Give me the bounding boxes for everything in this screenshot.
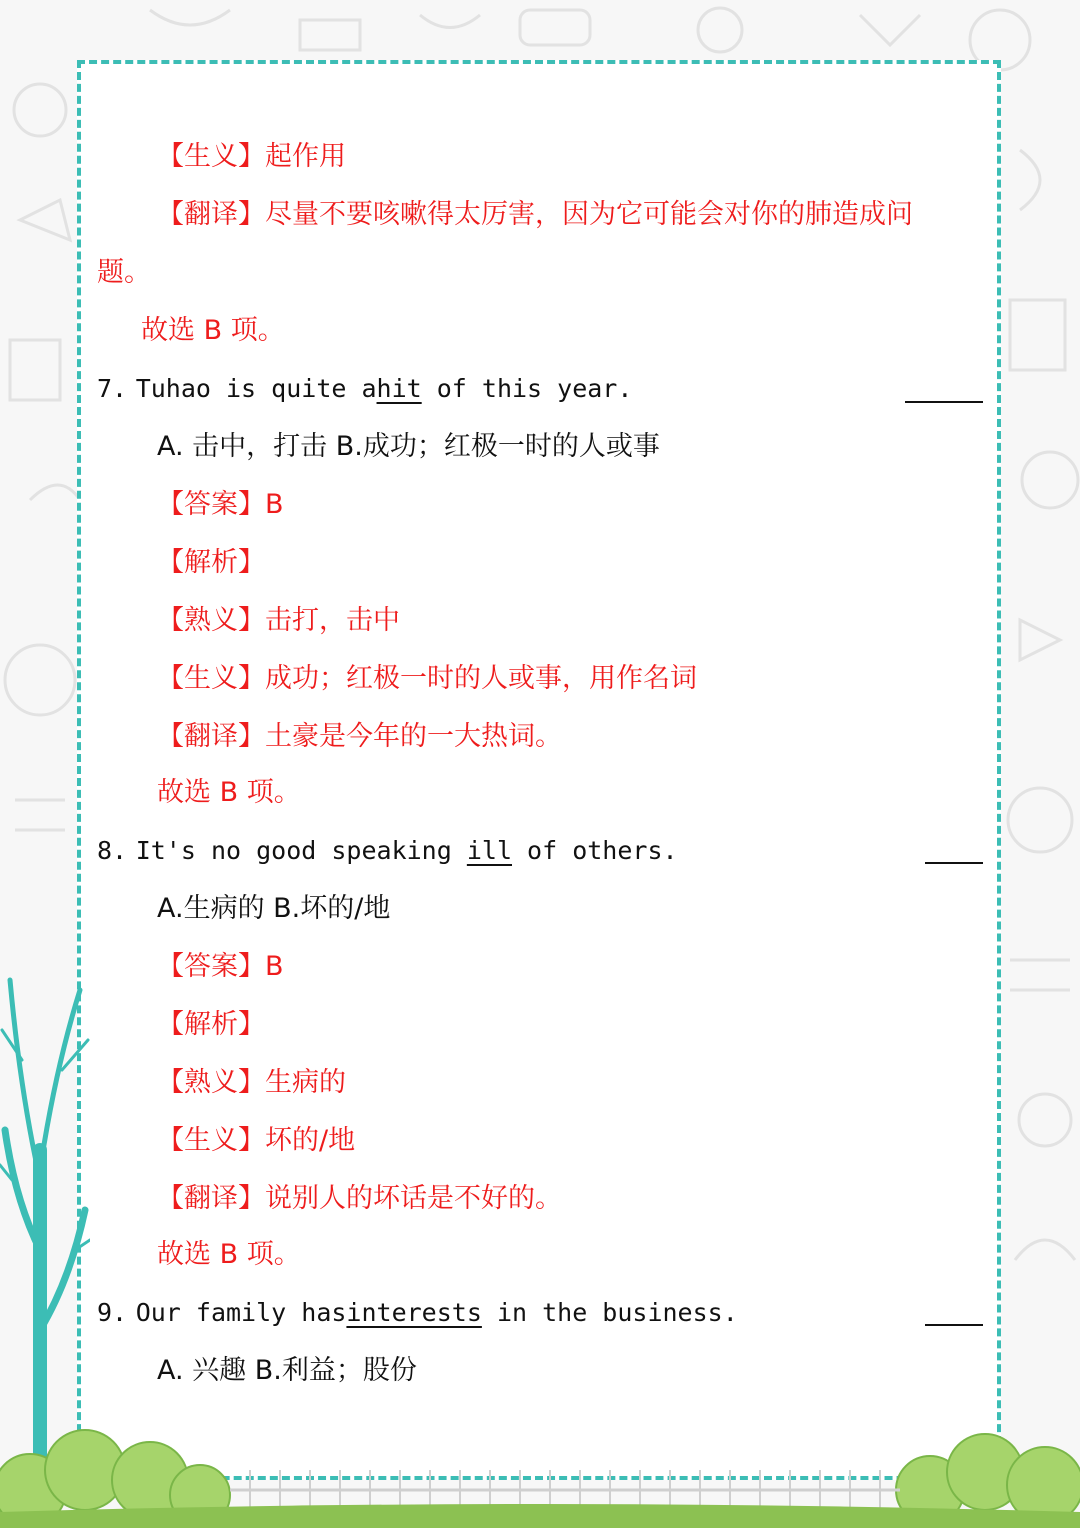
grass-fence-decoration [0,1400,1080,1528]
translation-line: 【翻译】尽量不要咳嗽得太厉害，因为它可能会对你的肺造成问 [157,199,913,230]
translation-line: 【翻译】土豪是今年的一大热词。 [157,721,562,752]
question-9 [97,1296,738,1330]
analysis-line: 【解析】 [157,547,265,578]
question-7 [97,372,632,406]
options-line: A. 兴趣 B.利益；股份 [157,1355,417,1386]
selection-line: 故选 B 项。 [157,1239,301,1270]
question-text-pre: It's no good speaking [135,836,467,865]
options-line: A. 击中，打击 B.成功；红极一时的人或事 [157,431,660,462]
question-text-post: of this year. [421,374,633,403]
new-meaning-line: 【生义】坏的/地 [157,1125,356,1156]
answer-blank [925,1324,983,1326]
answer-blank [905,401,983,403]
selection-line: 故选 B 项。 [141,315,285,346]
target-word: hit [376,374,422,403]
question-text-post: of others. [512,836,678,865]
answer-blank [925,862,983,864]
selection-line: 故选 B 项。 [157,777,301,808]
question-text-pre: Our family has [135,1298,347,1327]
question-number: 9. [97,1298,128,1327]
familiar-meaning-line: 【熟义】生病的 [157,1067,346,1098]
question-number: 8. [97,836,128,865]
new-meaning-line: 【生义】成功；红极一时的人或事，用作名词 [157,663,697,694]
translation-line: 【翻译】说别人的坏话是不好的。 [157,1183,562,1214]
familiar-meaning-line: 【熟义】击打，击中 [157,605,400,636]
answer-line: 【答案】B [157,489,284,520]
question-8 [97,834,678,868]
analysis-line: 【解析】 [157,1009,265,1040]
target-word: interests [346,1298,482,1327]
meaning-line: 【生义】起作用 [157,141,346,172]
options-line: A.生病的 B.坏的/地 [157,893,391,924]
translation-line-cont: 题。 [97,257,151,288]
question-number: 7. [97,374,128,403]
question-text-pre: Tuhao is quite a [135,374,377,403]
target-word: ill [466,836,512,865]
question-text-post: in the business. [481,1298,738,1327]
answer-line: 【答案】B [157,951,284,982]
